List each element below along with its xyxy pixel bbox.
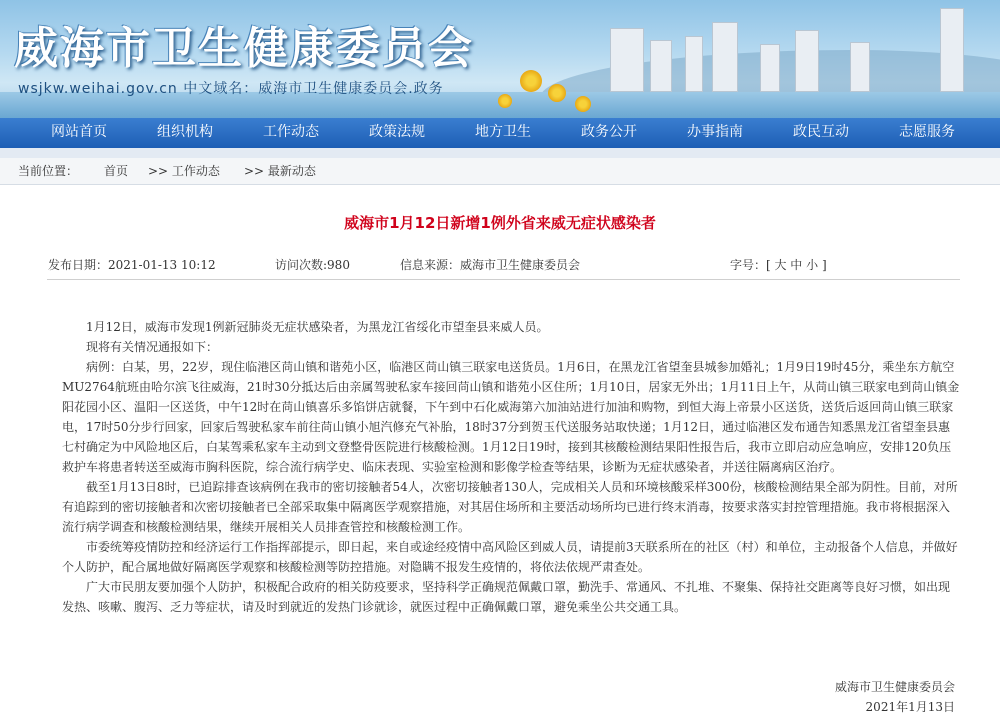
breadcrumb-label: 当前位置：: [18, 164, 79, 178]
banner-building: [685, 36, 703, 92]
breadcrumb-latest-news-link[interactable]: >> 最新动态: [244, 164, 316, 178]
nav-gap: [0, 148, 1000, 158]
nav-item-interaction[interactable]: 政民互动: [793, 124, 849, 140]
main-nav: [0, 118, 1000, 148]
paragraph: 广大市民朋友要加强个人防护，积极配合政府的相关防疫要求，坚持科学正确规范佩戴口罩，勤洗手、常通风、不扎堆、不聚集、保持社交距离等良好习惯，如出现发热、咳嗽、腹泻、乏力等症状，请及时到就近的发热门诊就诊，就医过程中正确佩戴口罩，避免乘坐公共交通工具。: [62, 580, 951, 614]
banner-tower: [940, 8, 964, 92]
signature: 威海市卫生健康委员会: [834, 680, 955, 694]
article-body: [62, 317, 960, 617]
paragraph: 市委统筹疫情防控和经济运行工作指挥部提示，即日起，来自或途经疫情中高风险区到威人员，请提前3天联系所在的社区（村）和单位，主动报备个人信息，并做好个人防护，配合属地做好隔离医学观察和核酸检测等防控措施。对隐瞒不报发生疫情的，将依法依规严肃查处。: [62, 540, 958, 574]
info-source: 信息来源：威海市卫生健康委员会: [400, 258, 581, 272]
flower-decoration: [548, 84, 566, 102]
font-size-switcher[interactable]: 字号：[ 大 中 小 ]: [730, 258, 827, 272]
sign-date: 2021年1月13日: [865, 700, 955, 714]
paragraph: 病例：白某，男，22岁，现住临港区苘山镇和谐苑小区，临港区苘山镇三联家电送货员。1月6日，在黑龙江省望奎县城参加婚礼；1月9日19时45分，乘坐东方航空MU2764航班由哈尔滨飞往威海，21时30分抵达后由亲属驾驶私家车接回苘山镇和谐苑小区住所；1月10日，居家无外出；1月11日上午，从苘山镇三联家电到苘山镇金阳花园小区、温阳一区送货，中午12时在苘山镇喜乐多馅饼店就餐，下午到中石化威海第六加油站进行加油和购物，到恒大海上帝景小区送货，送货后返回苘山镇三联家电，17时50分步行回家，回家后驾驶私家车前往苘山镇小旭汽修充气补胎，18时37分到贺玉代送服务站取快递；1月12日，通过临港区发布通告知悉黑龙江省望奎县惠七村确定为中风险地区后，白某驾乘私家车主动到文登整骨医院进行核酸检测。1月12日19时，接到其核酸检测结果阳性报告后，我市立即启动应急响应，安排120负压救护车将患者转送至威海市胸科医院，综合流行病学史、临床表现、实验室检测和影像学检查等结果，诊断为无症状感染者，并送往隔离病区治疗。: [62, 360, 960, 474]
nav-item-home[interactable]: 网站首页: [51, 124, 107, 140]
site-title: 威海市卫生健康委员会: [14, 23, 474, 74]
flower-decoration: [498, 94, 512, 108]
banner-building: [650, 40, 672, 92]
article-title: 威海市1月12日新增1例外省来威无症状感染者: [344, 214, 656, 232]
banner-building: [795, 30, 819, 92]
nav-item-local-health[interactable]: 地方卫生: [475, 124, 531, 140]
view-count: 访问次数:980: [275, 258, 350, 272]
nav-item-volunteer[interactable]: 志愿服务: [899, 124, 955, 140]
banner-building: [850, 42, 870, 92]
publish-date: 发布日期：2021-01-13 10:12: [48, 258, 216, 272]
banner-building: [712, 22, 738, 92]
breadcrumb: [0, 158, 1000, 185]
divider: [47, 279, 960, 280]
flower-decoration: [575, 96, 591, 112]
banner-building: [610, 28, 644, 92]
breadcrumb-work-news-link[interactable]: >> 工作动态: [148, 164, 220, 178]
paragraph: 截至1月13日8时，已追踪排查该病例在我市的密切接触者54人，次密切接触者130人，完成相关人员和环境核酸采样300份，核酸检测结果全部为阴性。目前，对所有追踪到的密切接触者和次密切接触者已全部采取集中隔离医学观察措施，对其居住场所和主要活动场所均已进行终末消毒，按要求落实封控管理措施。我市将根据深入流行病学调查和核酸检测结果，继续开展相关人员排查管控和核酸检测工作。: [62, 480, 958, 534]
nav-item-gov-open[interactable]: 政务公开: [581, 124, 637, 140]
paragraph: 1月12日，威海市发现1例新冠肺炎无症状感染者，为黑龙江省绥化市望奎县来威人员。: [86, 320, 549, 334]
nav-item-policy[interactable]: 政策法规: [369, 124, 425, 140]
nav-item-service-guide[interactable]: 办事指南: [687, 124, 743, 140]
breadcrumb-home-link[interactable]: 首页: [104, 164, 129, 178]
site-domain: wsjkw.weihai.gov.cn 中文域名：威海市卫生健康委员会.政务: [18, 81, 444, 97]
site-banner: [0, 0, 1000, 118]
banner-building: [760, 44, 780, 92]
nav-item-organization[interactable]: 组织机构: [157, 124, 213, 140]
paragraph: 现将有关情况通报如下：: [86, 340, 219, 354]
flower-decoration: [520, 70, 542, 92]
nav-item-work-news[interactable]: 工作动态: [263, 124, 319, 140]
